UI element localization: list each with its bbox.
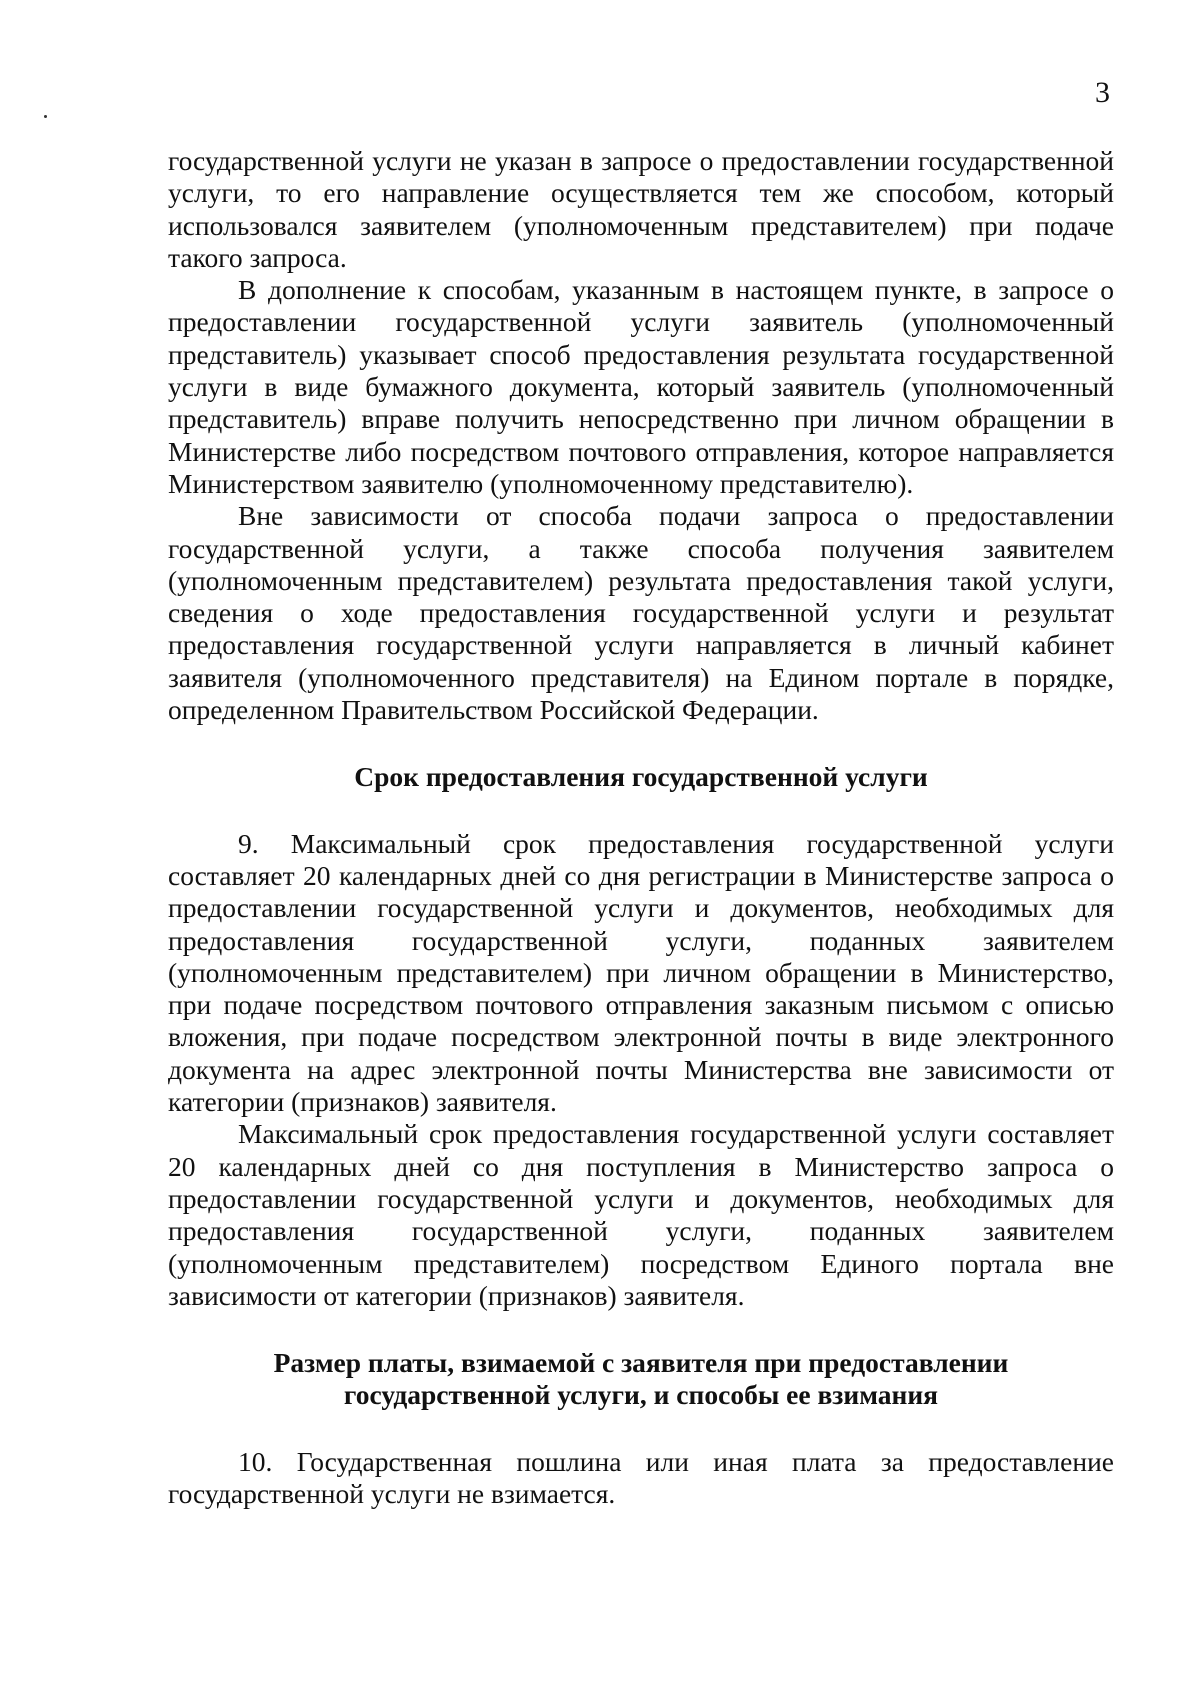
heading-fee-line2: государственной услуги, и способы ее взимания (343, 1379, 939, 1411)
scan-speck (44, 115, 47, 118)
paragraph-item-10: 10. Государственная пошлина или иная плата за предоставление государственной услуги не взимается. (168, 1445, 1114, 1509)
heading-fee-line1: Размер платы, взимаемой с заявителя при предоставлении (273, 1347, 1009, 1379)
document-body (168, 145, 1114, 1510)
section-heading-term: Срок предоставления государственной услуги (354, 761, 928, 793)
paragraph: Вне зависимости от способа подачи запроса о предоставлении государственной услуги, а также способа получения заявителем (уполномоченным представителем) результата предоставления такой услуги, сведения о ходе предоставления государственной услуги и результат предоставления государственной услуги направляется в личный кабинет заявителя (уполномоченного представителя) на Едином портале в порядке, определенном Правительством Российской Федерации. (168, 500, 1114, 726)
page-number: 3 (1095, 76, 1110, 109)
paragraph-item-9: 9. Максимальный срок предоставления государственной услуги составляет 20 календарных дней со дня регистрации в Министерстве запроса о предоставлении государственной услуги и документов, необходимых для предоставления государственной услуги, поданных заявителем (уполномоченным представителем) при личном обращении в Министерство, при подаче посредством почтового отправления заказным письмом с описью вложения, при подаче посредством электронной почты в виде электронного документа на адрес электронной почты Министерства вне зависимости от категории (признаков) заявителя. (168, 827, 1114, 1118)
section-heading-fee (168, 1347, 1114, 1412)
paragraph-continuation: государственной услуги не указан в запросе о предоставлении государственной услуги, то его направление осуществляется тем же способом, который использовался заявителем (уполномоченным представителем) при подаче такого запроса. (168, 145, 1114, 273)
paragraph: Максимальный срок предоставления государственной услуги составляет 20 календарных дней со дня поступления в Министерство запроса о предоставлении государственной услуги и документов, необходимых для предоставления государственной услуги, поданных заявителем (уполномоченным представителем) посредством Единого портала вне зависимости от категории (признаков) заявителя. (168, 1118, 1114, 1311)
paragraph: В дополнение к способам, указанным в настоящем пункте, в запросе о предоставлении государственной услуги заявитель (уполномоченный представитель) указывает способ предоставления результата государственной услуги в виде бумажного документа, который заявитель (уполномоченный представитель) вправе получить непосредственно при личном обращении в Министерстве либо посредством почтового отправления, которое направляется Министерством заявителю (уполномоченному представителю). (168, 274, 1114, 499)
